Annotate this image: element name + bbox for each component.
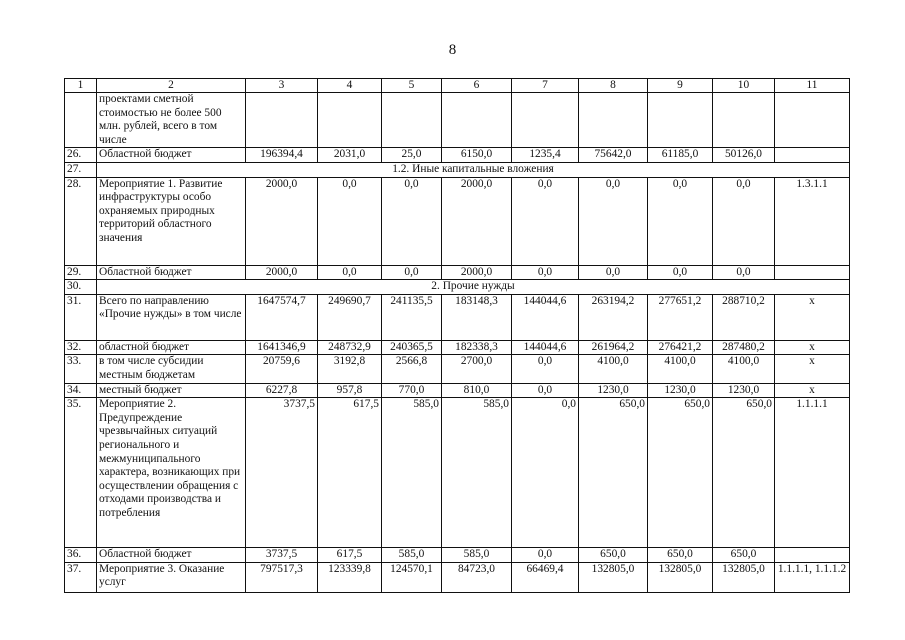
value-cell: 3737,5 — [246, 548, 318, 563]
value-cell: 0,0 — [512, 548, 579, 563]
indicator-code — [775, 265, 850, 280]
row-index: 29. — [65, 265, 97, 280]
table-row — [65, 398, 850, 548]
value-cell: 650,0 — [579, 398, 648, 548]
value-cell: 0,0 — [512, 398, 579, 548]
table-row — [65, 93, 850, 148]
row-name: Мероприятие 2. Предупреждение чрезвычайных ситуаций регионального и межмуниципального характера, возникающих при осуществлении обращения с отходами производства и потребления — [97, 398, 246, 548]
value-cell: 144044,6 — [512, 340, 579, 355]
value-cell: 797517,3 — [246, 562, 318, 592]
value-cell: 0,0 — [318, 177, 382, 265]
value-cell: 132805,0 — [713, 562, 775, 592]
value-cell: 0,0 — [648, 265, 713, 280]
value-cell: 183148,3 — [442, 294, 512, 340]
section-row — [65, 280, 850, 295]
value-cell: 957,8 — [318, 383, 382, 398]
value-cell: 585,0 — [442, 398, 512, 548]
table-row — [65, 383, 850, 398]
column-header: 6 — [442, 79, 512, 93]
indicator-code — [775, 148, 850, 163]
value-cell: 650,0 — [579, 548, 648, 563]
value-cell: 288710,2 — [713, 294, 775, 340]
value-cell: 0,0 — [382, 265, 442, 280]
value-cell — [382, 93, 442, 148]
indicator-code: х — [775, 355, 850, 383]
indicator-code: 1.1.1.1, 1.1.1.2 — [775, 562, 850, 592]
value-cell: 650,0 — [713, 398, 775, 548]
value-cell: 6227,8 — [246, 383, 318, 398]
column-header: 5 — [382, 79, 442, 93]
column-header: 9 — [648, 79, 713, 93]
value-cell: 1230,0 — [713, 383, 775, 398]
value-cell: 2000,0 — [246, 265, 318, 280]
value-cell: 124570,1 — [382, 562, 442, 592]
value-cell: 2000,0 — [442, 265, 512, 280]
value-cell: 0,0 — [648, 177, 713, 265]
value-cell: 0,0 — [512, 355, 579, 383]
value-cell: 0,0 — [579, 177, 648, 265]
value-cell: 1230,0 — [648, 383, 713, 398]
value-cell — [512, 93, 579, 148]
value-cell: 650,0 — [648, 548, 713, 563]
row-name: в том числе субсидии местным бюджетам — [97, 355, 246, 383]
row-name: Областной бюджет — [97, 548, 246, 563]
value-cell: 182338,3 — [442, 340, 512, 355]
value-cell: 2700,0 — [442, 355, 512, 383]
value-cell: 0,0 — [318, 265, 382, 280]
value-cell: 4100,0 — [648, 355, 713, 383]
value-cell: 650,0 — [648, 398, 713, 548]
value-cell: 3737,5 — [246, 398, 318, 548]
value-cell: 287480,2 — [713, 340, 775, 355]
column-number-header-row — [65, 79, 850, 93]
row-name: Областной бюджет — [97, 148, 246, 163]
value-cell: 84723,0 — [442, 562, 512, 592]
row-name: Всего по направлению «Прочие нужды» в том числе — [97, 294, 246, 340]
column-header: 8 — [579, 79, 648, 93]
value-cell: 770,0 — [382, 383, 442, 398]
value-cell: 132805,0 — [648, 562, 713, 592]
value-cell: 617,5 — [318, 398, 382, 548]
value-cell — [246, 93, 318, 148]
value-cell: 240365,5 — [382, 340, 442, 355]
section-row — [65, 162, 850, 177]
row-name: проектами сметной стоимостью не более 500 млн. рублей, всего в том числе — [97, 93, 246, 148]
value-cell: 585,0 — [382, 398, 442, 548]
value-cell — [318, 93, 382, 148]
value-cell: 277651,2 — [648, 294, 713, 340]
value-cell: 50126,0 — [713, 148, 775, 163]
value-cell: 4100,0 — [713, 355, 775, 383]
row-name: Мероприятие 1. Развитие инфраструктуры особо охраняемых природных территорий областного значения — [97, 177, 246, 265]
row-index: 27. — [65, 162, 97, 177]
row-name: Мероприятие 3. Оказание услуг — [97, 562, 246, 592]
value-cell: 196394,4 — [246, 148, 318, 163]
value-cell: 810,0 — [442, 383, 512, 398]
row-index: 34. — [65, 383, 97, 398]
value-cell — [648, 93, 713, 148]
value-cell: 249690,7 — [318, 294, 382, 340]
value-cell: 2000,0 — [442, 177, 512, 265]
indicator-code: х — [775, 383, 850, 398]
indicator-code: х — [775, 294, 850, 340]
indicator-code: 1.1.1.1 — [775, 398, 850, 548]
value-cell: 650,0 — [713, 548, 775, 563]
row-index: 28. — [65, 177, 97, 265]
value-cell: 0,0 — [512, 177, 579, 265]
column-header: 10 — [713, 79, 775, 93]
value-cell — [442, 93, 512, 148]
value-cell: 0,0 — [713, 177, 775, 265]
row-index: 36. — [65, 548, 97, 563]
row-index: 31. — [65, 294, 97, 340]
value-cell: 0,0 — [579, 265, 648, 280]
value-cell: 1647574,7 — [246, 294, 318, 340]
value-cell: 0,0 — [512, 265, 579, 280]
column-header: 1 — [65, 79, 97, 93]
page-number: 8 — [448, 42, 457, 58]
row-index: 37. — [65, 562, 97, 592]
table-row — [65, 177, 850, 265]
value-cell: 1235,4 — [512, 148, 579, 163]
row-name: Областной бюджет — [97, 265, 246, 280]
column-header: 4 — [318, 79, 382, 93]
value-cell: 61185,0 — [648, 148, 713, 163]
table-row — [65, 294, 850, 340]
value-cell: 25,0 — [382, 148, 442, 163]
row-name: областной бюджет — [97, 340, 246, 355]
value-cell: 75642,0 — [579, 148, 648, 163]
column-header: 3 — [246, 79, 318, 93]
value-cell: 20759,6 — [246, 355, 318, 383]
indicator-code: х — [775, 340, 850, 355]
value-cell: 132805,0 — [579, 562, 648, 592]
column-header: 7 — [512, 79, 579, 93]
row-index: 26. — [65, 148, 97, 163]
value-cell: 4100,0 — [579, 355, 648, 383]
table-row — [65, 562, 850, 592]
value-cell: 3192,8 — [318, 355, 382, 383]
value-cell: 617,5 — [318, 548, 382, 563]
table-row — [65, 265, 850, 280]
table-row — [65, 548, 850, 563]
value-cell: 2566,8 — [382, 355, 442, 383]
table-row — [65, 355, 850, 383]
value-cell: 585,0 — [442, 548, 512, 563]
value-cell: 6150,0 — [442, 148, 512, 163]
budget-table — [64, 78, 850, 593]
value-cell: 123339,8 — [318, 562, 382, 592]
value-cell: 66469,4 — [512, 562, 579, 592]
value-cell: 1230,0 — [579, 383, 648, 398]
value-cell: 0,0 — [382, 177, 442, 265]
value-cell — [579, 93, 648, 148]
value-cell: 248732,9 — [318, 340, 382, 355]
value-cell: 585,0 — [382, 548, 442, 563]
value-cell: 276421,2 — [648, 340, 713, 355]
indicator-code: 1.3.1.1 — [775, 177, 850, 265]
section-title: 1.2. Иные капитальные вложения — [97, 162, 850, 177]
row-index — [65, 93, 97, 148]
row-name: местный бюджет — [97, 383, 246, 398]
section-title: 2. Прочие нужды — [97, 280, 850, 295]
value-cell: 241135,5 — [382, 294, 442, 340]
value-cell: 0,0 — [713, 265, 775, 280]
value-cell: 263194,2 — [579, 294, 648, 340]
value-cell: 1641346,9 — [246, 340, 318, 355]
value-cell: 261964,2 — [579, 340, 648, 355]
value-cell: 2000,0 — [246, 177, 318, 265]
table-row — [65, 148, 850, 163]
value-cell: 2031,0 — [318, 148, 382, 163]
row-index: 30. — [65, 280, 97, 295]
row-index: 33. — [65, 355, 97, 383]
value-cell: 0,0 — [512, 383, 579, 398]
column-header: 2 — [97, 79, 246, 93]
value-cell — [713, 93, 775, 148]
indicator-code — [775, 548, 850, 563]
row-index: 35. — [65, 398, 97, 548]
column-header: 11 — [775, 79, 850, 93]
row-index: 32. — [65, 340, 97, 355]
table-row — [65, 340, 850, 355]
indicator-code — [775, 93, 850, 148]
value-cell: 144044,6 — [512, 294, 579, 340]
